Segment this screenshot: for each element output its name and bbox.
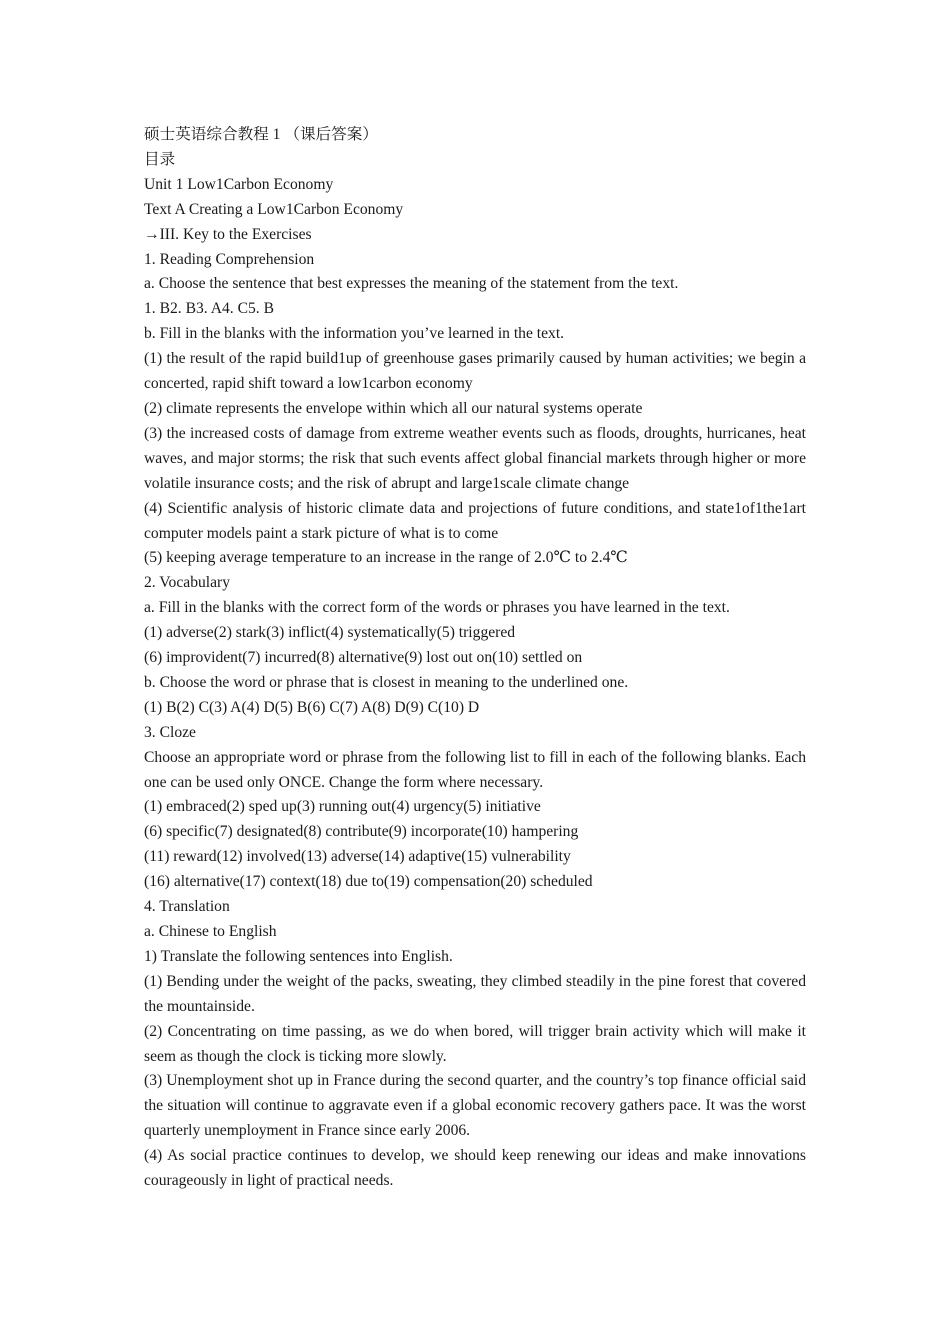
vocabulary-a-answers-1: (1) adverse(2) stark(3) inflict(4) systematically(5) triggered — [144, 624, 516, 642]
cloze-answers-4: (16) alternative(17) context(18) due to(19) compensation(20) scheduled — [144, 873, 593, 891]
vocabulary-b-instruction: b. Choose the word or phrase that is closest in meaning to the underlined one. — [144, 673, 629, 691]
translation-answer-4: (4) As social practice continues to develop, we should keep renewing our ideas and make innovations courageously in light of practical needs. — [144, 1147, 806, 1190]
reading-b-instruction: b. Fill in the blanks with the information you’ve learned in the text. — [144, 325, 565, 343]
translation-sub-a: a. Chinese to English — [144, 923, 277, 940]
translation-answer-1: (1) Bending under the weight of the packs, sweating, they climbed steadily in the pine forest that covered the mountainside. — [144, 972, 806, 1015]
cloze-answers-1: (1) embraced(2) sped up(3) running out(4) urgency(5) initiative — [144, 798, 541, 816]
vocabulary-b-answers: (1) B(2) C(3) A(4) D(5) B(6) C(7) A(8) D(9) C(10) D — [144, 698, 480, 716]
cloze-heading: 3. Cloze — [144, 723, 196, 741]
cloze-answers-2: (6) specific(7) designated(8) contribute(9) incorporate(10) hampering — [144, 823, 579, 841]
vocabulary-a-instruction: a. Fill in the blanks with the correct form of the words or phrases you have learned in the text. — [144, 599, 730, 617]
unit-heading: Unit 1 Low1Carbon Economy — [144, 175, 334, 193]
reading-b-answer-4: (4) Scientific analysis of historic climate data and projections of future conditions, and state1of1the1art computer models paint a stark picture of what is to come — [144, 499, 806, 542]
key-heading: →III. Key to the Exercises — [144, 225, 312, 243]
translation-instruction: 1) Translate the following sentences into English. — [144, 947, 453, 965]
text-a-heading: Text A Creating a Low1Carbon Economy — [144, 200, 404, 218]
reading-b-answer-1: (1) the result of the rapid build1up of greenhouse gases primarily caused by human activities; we begin a concerted, rapid shift toward a low1carbon economy — [144, 350, 806, 393]
vocabulary-a-answers-2: (6) improvident(7) incurred(8) alternative(9) lost out on(10) settled on — [144, 649, 583, 667]
reading-b-answer-5: (5) keeping average temperature to an increase in the range of 2.0℃ to 2.4℃ — [144, 549, 628, 567]
translation-heading: 4. Translation — [144, 898, 230, 916]
document-title: 硕士英语综合教程 1 （课后答案） — [144, 126, 378, 143]
vocabulary-heading: 2. Vocabulary — [144, 574, 231, 592]
document-page — [144, 123, 806, 1194]
reading-a-answers: 1. B2. B3. A4. C5. B — [144, 300, 274, 318]
reading-a-instruction: a. Choose the sentence that best expresses the meaning of the statement from the text. — [144, 275, 679, 293]
cloze-instruction: Choose an appropriate word or phrase from the following list to fill in each of the following blanks. Each one can be used only ONCE. Change the form where necessary. — [144, 748, 806, 791]
reading-b-answer-2: (2) climate represents the envelope within which all our natural systems operate — [144, 399, 643, 417]
table-of-contents-label: 目录 — [144, 150, 176, 168]
reading-b-answer-3: (3) the increased costs of damage from extreme weather events such as floods, droughts, hurricanes, heat waves, and major storms; the risk that such events affect global financial markets through higher or more volatile insurance costs; and the risk of abrupt and large1scale climate change — [144, 424, 806, 492]
reading-heading: 1. Reading Comprehension — [144, 250, 315, 268]
cloze-answers-3: (11) reward(12) involved(13) adverse(14) adaptive(15) vulnerability — [144, 848, 571, 866]
translation-answer-3: (3) Unemployment shot up in France during the second quarter, and the country’s top finance official said the situation will continue to aggravate even if a global economic recovery gathers pace. It was the worst quarterly unemployment in France since early 2006. — [144, 1072, 806, 1140]
translation-answer-2: (2) Concentrating on time passing, as we do when bored, will trigger brain activity which will make it seem as though the clock is ticking more slowly. — [144, 1022, 806, 1065]
